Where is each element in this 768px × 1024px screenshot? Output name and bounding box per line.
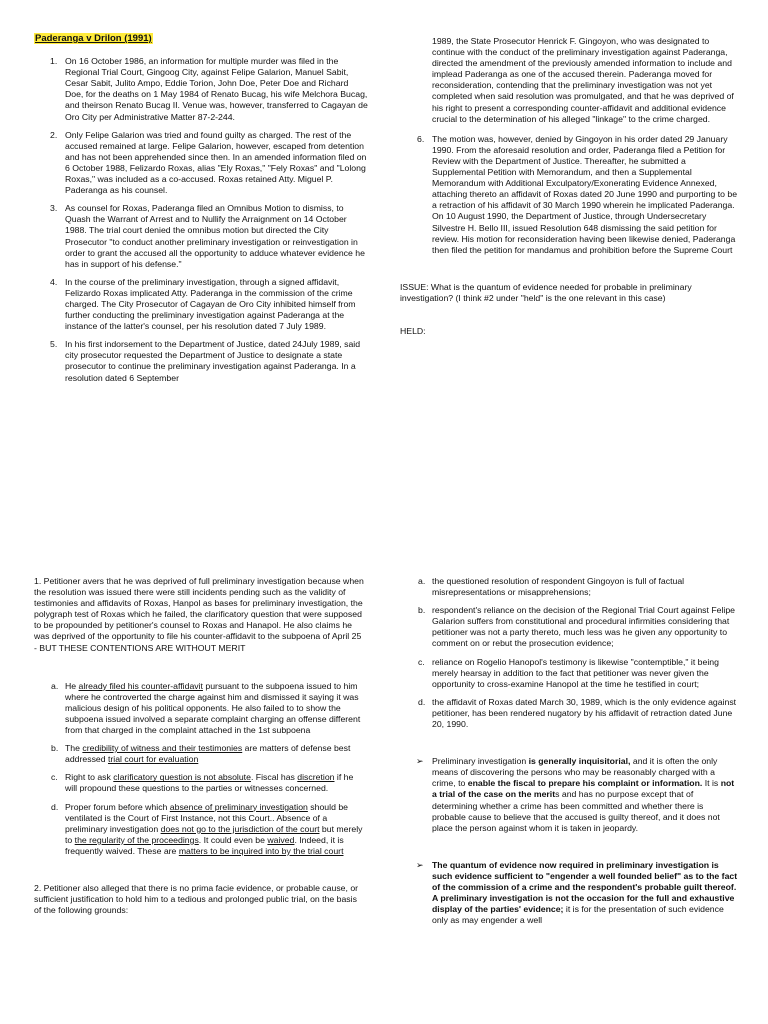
item-text: Proper forum before which absence of preliminary investigation should be ventilated is the Court of First Instance, not this Court.. Absence of a preliminary investigation does not go to the jurisdiction of the court but merely to the regularity of the proceedings. It could even be waived. Indeed, it is frequently waived. These are matters to be inquired into by the trial court [65, 801, 363, 856]
bullet-text: Preliminary investigation is generally inquisitorial, and it is often the only means of discovering the persons who may be reasonably charged with a crime, to enable the fiscal to prepare his complaint or information. It is not a trial of the case on the merits and has no purpose except that of determining whether a crime has been committed and whether there is probable cause to believe that the accused is guilty thereof, and it does not place the person against whom it is taken in jeopardy. [432, 756, 735, 833]
list-item [50, 56, 368, 123]
item-letter: a. [51, 680, 59, 691]
page2-left-column [34, 576, 366, 916]
list-item [51, 772, 366, 794]
item-letter: a. [418, 576, 426, 586]
item-letter: d. [51, 801, 59, 812]
list-item [418, 656, 738, 690]
bullet-quantum-of-evidence [416, 859, 738, 927]
item-text: Only Felipe Galarion was tried and found guilty as charged. The rest of the accused remained at large. Felipe Galarion, however, escaped from detention and has not been apprehended since then. In an amended information filed on 6 October 1988, Felizardo Roxas, alias "Ely Roxas," "Fely Roxas" and "Lolong Roxas," was included as a co-accused. Roxas retained Atty. Miguel P. Paderanga as his counsel. [65, 129, 367, 196]
list-item [51, 680, 366, 736]
arrow-bullet-icon: ➢ [416, 859, 424, 870]
page1-right-column [400, 36, 738, 337]
item-text: On 16 October 1986, an information for multiple murder was filed in the Regional Trial Court, Gingoog City, against Felipe Galarion, Manuel Sabit, Cesar Sabit, Julito Ampo, Eddie Torion, John Doe, Peter Doe and Richard Doe, for the deaths on 1 May 1984 of Renato Bucag, his wife Melchora Bucag, and theirson Renato Bucag II. Venue was, however, transferred to Cagayan de Oro City per Administrative Matter 87-2-244. [65, 56, 368, 122]
facts-list [50, 56, 368, 384]
item-letter: d. [418, 696, 426, 707]
item-number: 1. [50, 56, 58, 67]
list-item [418, 605, 738, 649]
item-number: 3. [50, 203, 58, 214]
list-item [50, 129, 368, 197]
grounds-list [418, 576, 738, 730]
rebuttal-list [51, 680, 366, 857]
item-text: The motion was, however, denied by Gingoyon in his order dated 29 January 1990. From the aforesaid resolution and order, Paderanga filed a Petition for Review with the Department of Justice. Thereafter, he submitted a Supplemental Petition with Memorandum, and then a Supplemental Memorandum with Additional Exculpatory/Exonerating Evidence Annexed, attaching thereto an affidavit of Roxas dated 20 June 1990 and purporting to be a retraction of his affidavit of 30 March 1990 wherein he implicated Paderanga. On 10 August 1990, the Department of Justice, through Undersecretary Silvestre H. Bello III, issued Resolution 648 dismissing the said petition for review. His motion for reconsideration having been likewise denied, Paderanga then filed the petition for mandamus and prohibition before the Supreme Court [432, 133, 738, 255]
item-text: In his first indorsement to the Department of Justice, dated 24July 1989, said city prosecutor requested the Department of Justice to designate a state prosecutor to continue the preliminary investigation against Paderanga. In a resolution dated 6 September [65, 339, 361, 383]
page1-left-column [34, 33, 368, 384]
item-text: reliance on Rogelio Hanopol's testimony is likewise "contemptible," it being merely hearsay in addition to the fact that petitioner was never given the opportunity to cross-examine Hanopol at the time he testified in court; [432, 656, 719, 689]
list-item [418, 696, 738, 730]
list-item [50, 203, 368, 270]
contention-2: 2. Petitioner also alleged that there is no prima facie evidence, or probable cause, or sufficient justification to hold him to a tedious and prolonged public trial, on the basis of the following grounds: [34, 882, 359, 916]
item-text: the questioned resolution of respondent Gingoyon is full of factual misrepresentations or misapprehensions; [432, 576, 685, 598]
list-item [418, 576, 738, 598]
contention-1: 1. Petitioner avers that he was deprived of full preliminary investigation because when the resolution was issued there were still incidents pending such as the validity of testimonies and affidavits of Roxas, Hanpol as bases for preliminary investigation, the polygraph test of Roxas which he failed, the clarificatory question that were supposed to be propounded by petitioner's counsel to Roxas and Hanapol. He also claims he was deprived of the opportunity to file his counter-affidavit to the subpoena of April 25 - BUT THESE CONTENTIONS ARE WITHOUT MERIT [34, 576, 364, 653]
item5-continuation: 1989, the State Prosecutor Henrick F. Gingoyon, who was designated to continue with the conduct of the preliminary investigation against Paderanga, directed the amendment of the previously amended information to include and implead Paderanga as one of the accused therein. Paderanga moved for reconsideration, contending that the preliminary investigation was not yet completed when said resolution was promulgated, and that he was deprived of his right to present a corresponding counter-affidavit and additional evidence crucial to the determination of his alleged "linkage" to the crime charged. [432, 36, 734, 124]
held-heading: HELD: [400, 325, 426, 336]
item-number: 2. [50, 129, 58, 140]
list-item [417, 133, 738, 256]
bullet-text: The quantum of evidence now required in preliminary investigation is such evidence sufficient to "engender a well founded belief" as to the fact of the commission of a crime and the respondent's probable guilt thereof. A preliminary investigation is not the occasion for the full and exhaustive display of the parties' evidence; it is for the presentation of such evidence only as may engender a well [432, 859, 738, 926]
case-title: Paderanga v Drilon (1991) [35, 33, 152, 44]
item-number: 5. [50, 339, 58, 350]
item-text: the affidavit of Roxas dated March 30, 1989, which is the only evidence against petitioner, has been rendered nugatory by his affidavit of retraction dated June 20, 1990. [432, 696, 737, 730]
item-letter: c. [51, 772, 58, 783]
item-text: He already filed his counter-affidavit pursuant to the subpoena issued to him where he controverted the charge against him and dismissed it saying it was malicious design of his political opponents. He also failed to to show the subpoena issued involved a separate complaint charging an offense different from that charged in the complaint attached in the 1st subpoena [65, 680, 361, 736]
item-letter: c. [418, 656, 425, 667]
list-item [50, 339, 368, 383]
item-number: 4. [50, 276, 58, 287]
facts-list-cont [417, 133, 738, 256]
page2-right-column [400, 576, 738, 926]
item-text: Right to ask clarificatory question is not absolute. Fiscal has discretion if he will propound these questions to the parties or witnesses concerned. [65, 772, 354, 794]
item-text: In the course of the preliminary investigation, through a signed affidavit, Felizardo Roxas implicated Atty. Paderanga in the commission of the crime charged. The City Prosecutor of Cagayan de Oro City inhibited himself from further conducting the preliminary investigation against Paderanga at the instance of the latter's counsel, per his resolution dated 7 July 1989. [65, 276, 356, 332]
item-letter: b. [418, 605, 426, 616]
list-item [51, 801, 366, 857]
item-text: As counsel for Roxas, Paderanga filed an Omnibus Motion to dismiss, to Quash the Warrant of Arrest and to Nullify the Arraignment on 14 October 1988. The trial court denied the omnibus motion but directed the City Prosecutor "to conduct another preliminary investigation or reinvestigation in order to grant the accused all the opportunity to adduce whatever evidence he has in support of his defense." [65, 203, 365, 269]
list-item [50, 276, 368, 332]
item-letter: b. [51, 743, 59, 754]
item-text: The credibility of witness and their testimonies are matters of defense best addressed trial court for evaluation [65, 743, 351, 765]
bullet-inquisitorial [416, 756, 738, 834]
arrow-bullet-icon: ➢ [416, 756, 424, 767]
issue-paragraph: ISSUE: What is the quantum of evidence needed for probable in preliminary investigation? (I think #2 under "held" is the one relevant in this case) [400, 281, 692, 303]
item-number: 6. [417, 133, 425, 144]
list-item [51, 743, 366, 765]
item-text: respondent's reliance on the decision of the Regional Trial Court against Felipe Galarion suffers from constitutional and procedural infirmities considering that petitioner was not a party thereto, much less was he given any opportunity to comment on or rebut the prosecution evidence; [432, 605, 736, 649]
